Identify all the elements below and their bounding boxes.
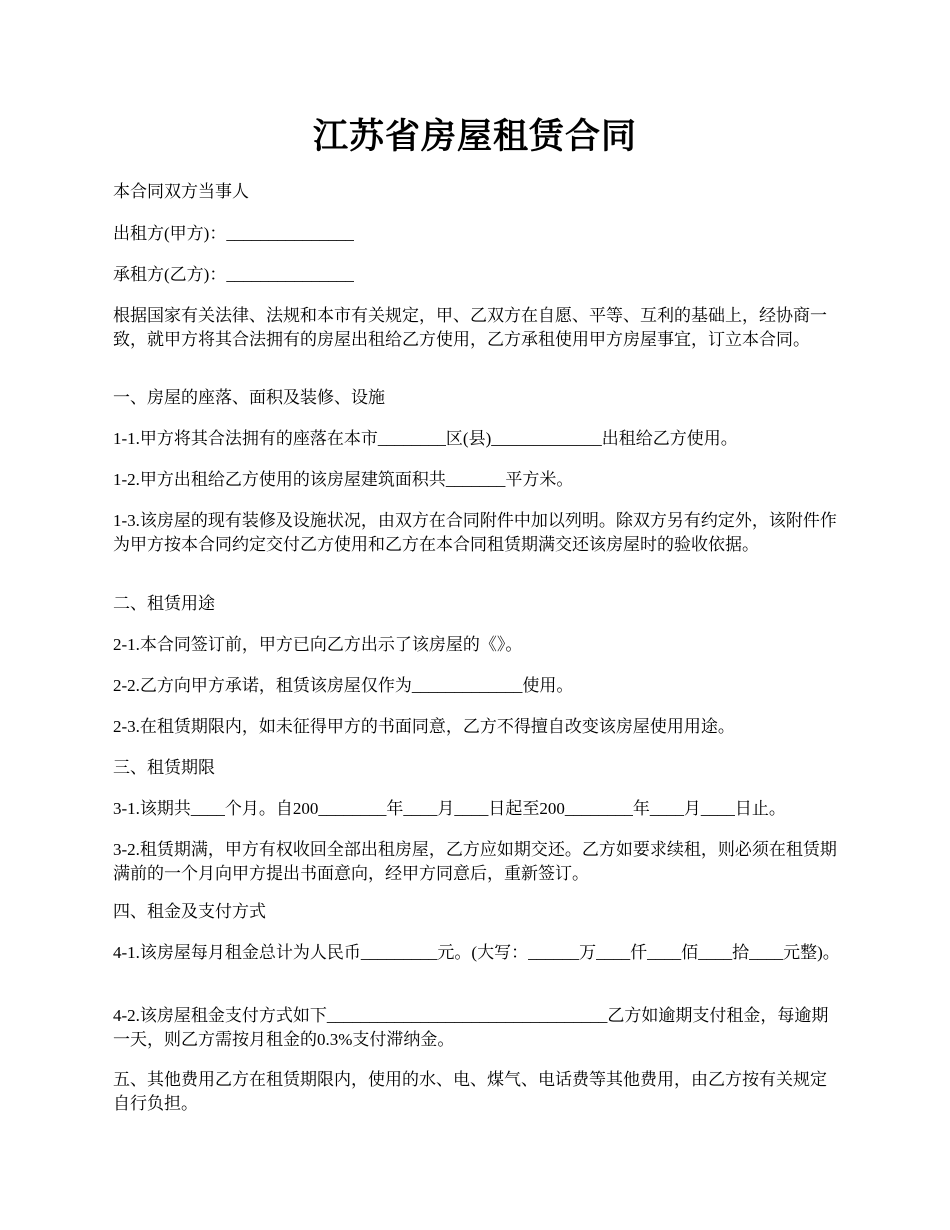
clause-1-3: 1-3.该房屋的现有装修及设施状况，由双方在合同附件中加以列明。除双方另有约定外，该附件作为甲方按本合同约定交付乙方使用和乙方在本合同租赁期满交还该房屋时的验收依据。 — [113, 511, 837, 554]
section-5-other-fees: 五、其他费用乙方在租赁期限内，使用的水、电、煤气、电话费等其他费用，由乙方按有关规定自行负担。 — [113, 1070, 827, 1113]
paragraph-lessee: 承租方(乙方)：_______________ — [113, 265, 354, 284]
clause-3-1: 3-1.该期共____个月。自200________年____月____日起至200________年____月____日止。 — [113, 799, 786, 818]
clause-1-2: 1-2.甲方出租给乙方使用的该房屋建筑面积共_______平方米。 — [113, 470, 574, 489]
document-title: 江苏省房屋租赁合同 — [312, 117, 637, 156]
section-heading-2: 二、租赁用途 — [113, 594, 215, 613]
clause-1-1: 1-1.甲方将其合法拥有的座落在本市________区(县)_____________出租给乙方使用。 — [113, 429, 738, 448]
clause-3-2: 3-2.租赁期满，甲方有权收回全部出租房屋，乙方应如期交还。乙方如要求续租，则必须在租赁期满前的一个月向甲方提出书面意向，经甲方同意后，重新签订。 — [113, 840, 837, 883]
paragraph-lessor: 出租方(甲方)：_______________ — [113, 224, 354, 243]
section-heading-1: 一、房屋的座落、面积及装修、设施 — [113, 388, 385, 407]
paragraph-preamble: 根据国家有关法律、法规和本市有关规定，甲、乙双方在自愿、平等、互利的基础上，经协商一致，就甲方将其合法拥有的房屋出租给乙方使用，乙方承租使用甲方房屋事宜，订立本合同。 — [113, 306, 827, 349]
paragraph-parties-intro: 本合同双方当事人 — [113, 182, 249, 201]
clause-2-1: 2-1.本合同签订前，甲方已向乙方出示了该房屋的《》。 — [113, 635, 523, 654]
section-heading-3: 三、租赁期限 — [113, 758, 215, 777]
clause-4-1: 4-1.该房屋每月租金总计为人民币_________元。(大写：______万____仟____佰____拾____元整)。 — [113, 943, 840, 962]
clause-2-2: 2-2.乙方向甲方承诺，租赁该房屋仅作为_____________使用。 — [113, 676, 574, 695]
clause-2-3: 2-3.在租赁期限内，如未征得甲方的书面同意，乙方不得擅自改变该房屋使用用途。 — [113, 717, 735, 736]
section-heading-4: 四、租金及支付方式 — [113, 902, 266, 921]
clause-4-2: 4-2.该房屋租金支付方式如下_________________________________乙方如逾期支付租金，每逾期一天，则乙方需按月租金的0.3%支付滞纳金。 — [113, 1006, 829, 1049]
